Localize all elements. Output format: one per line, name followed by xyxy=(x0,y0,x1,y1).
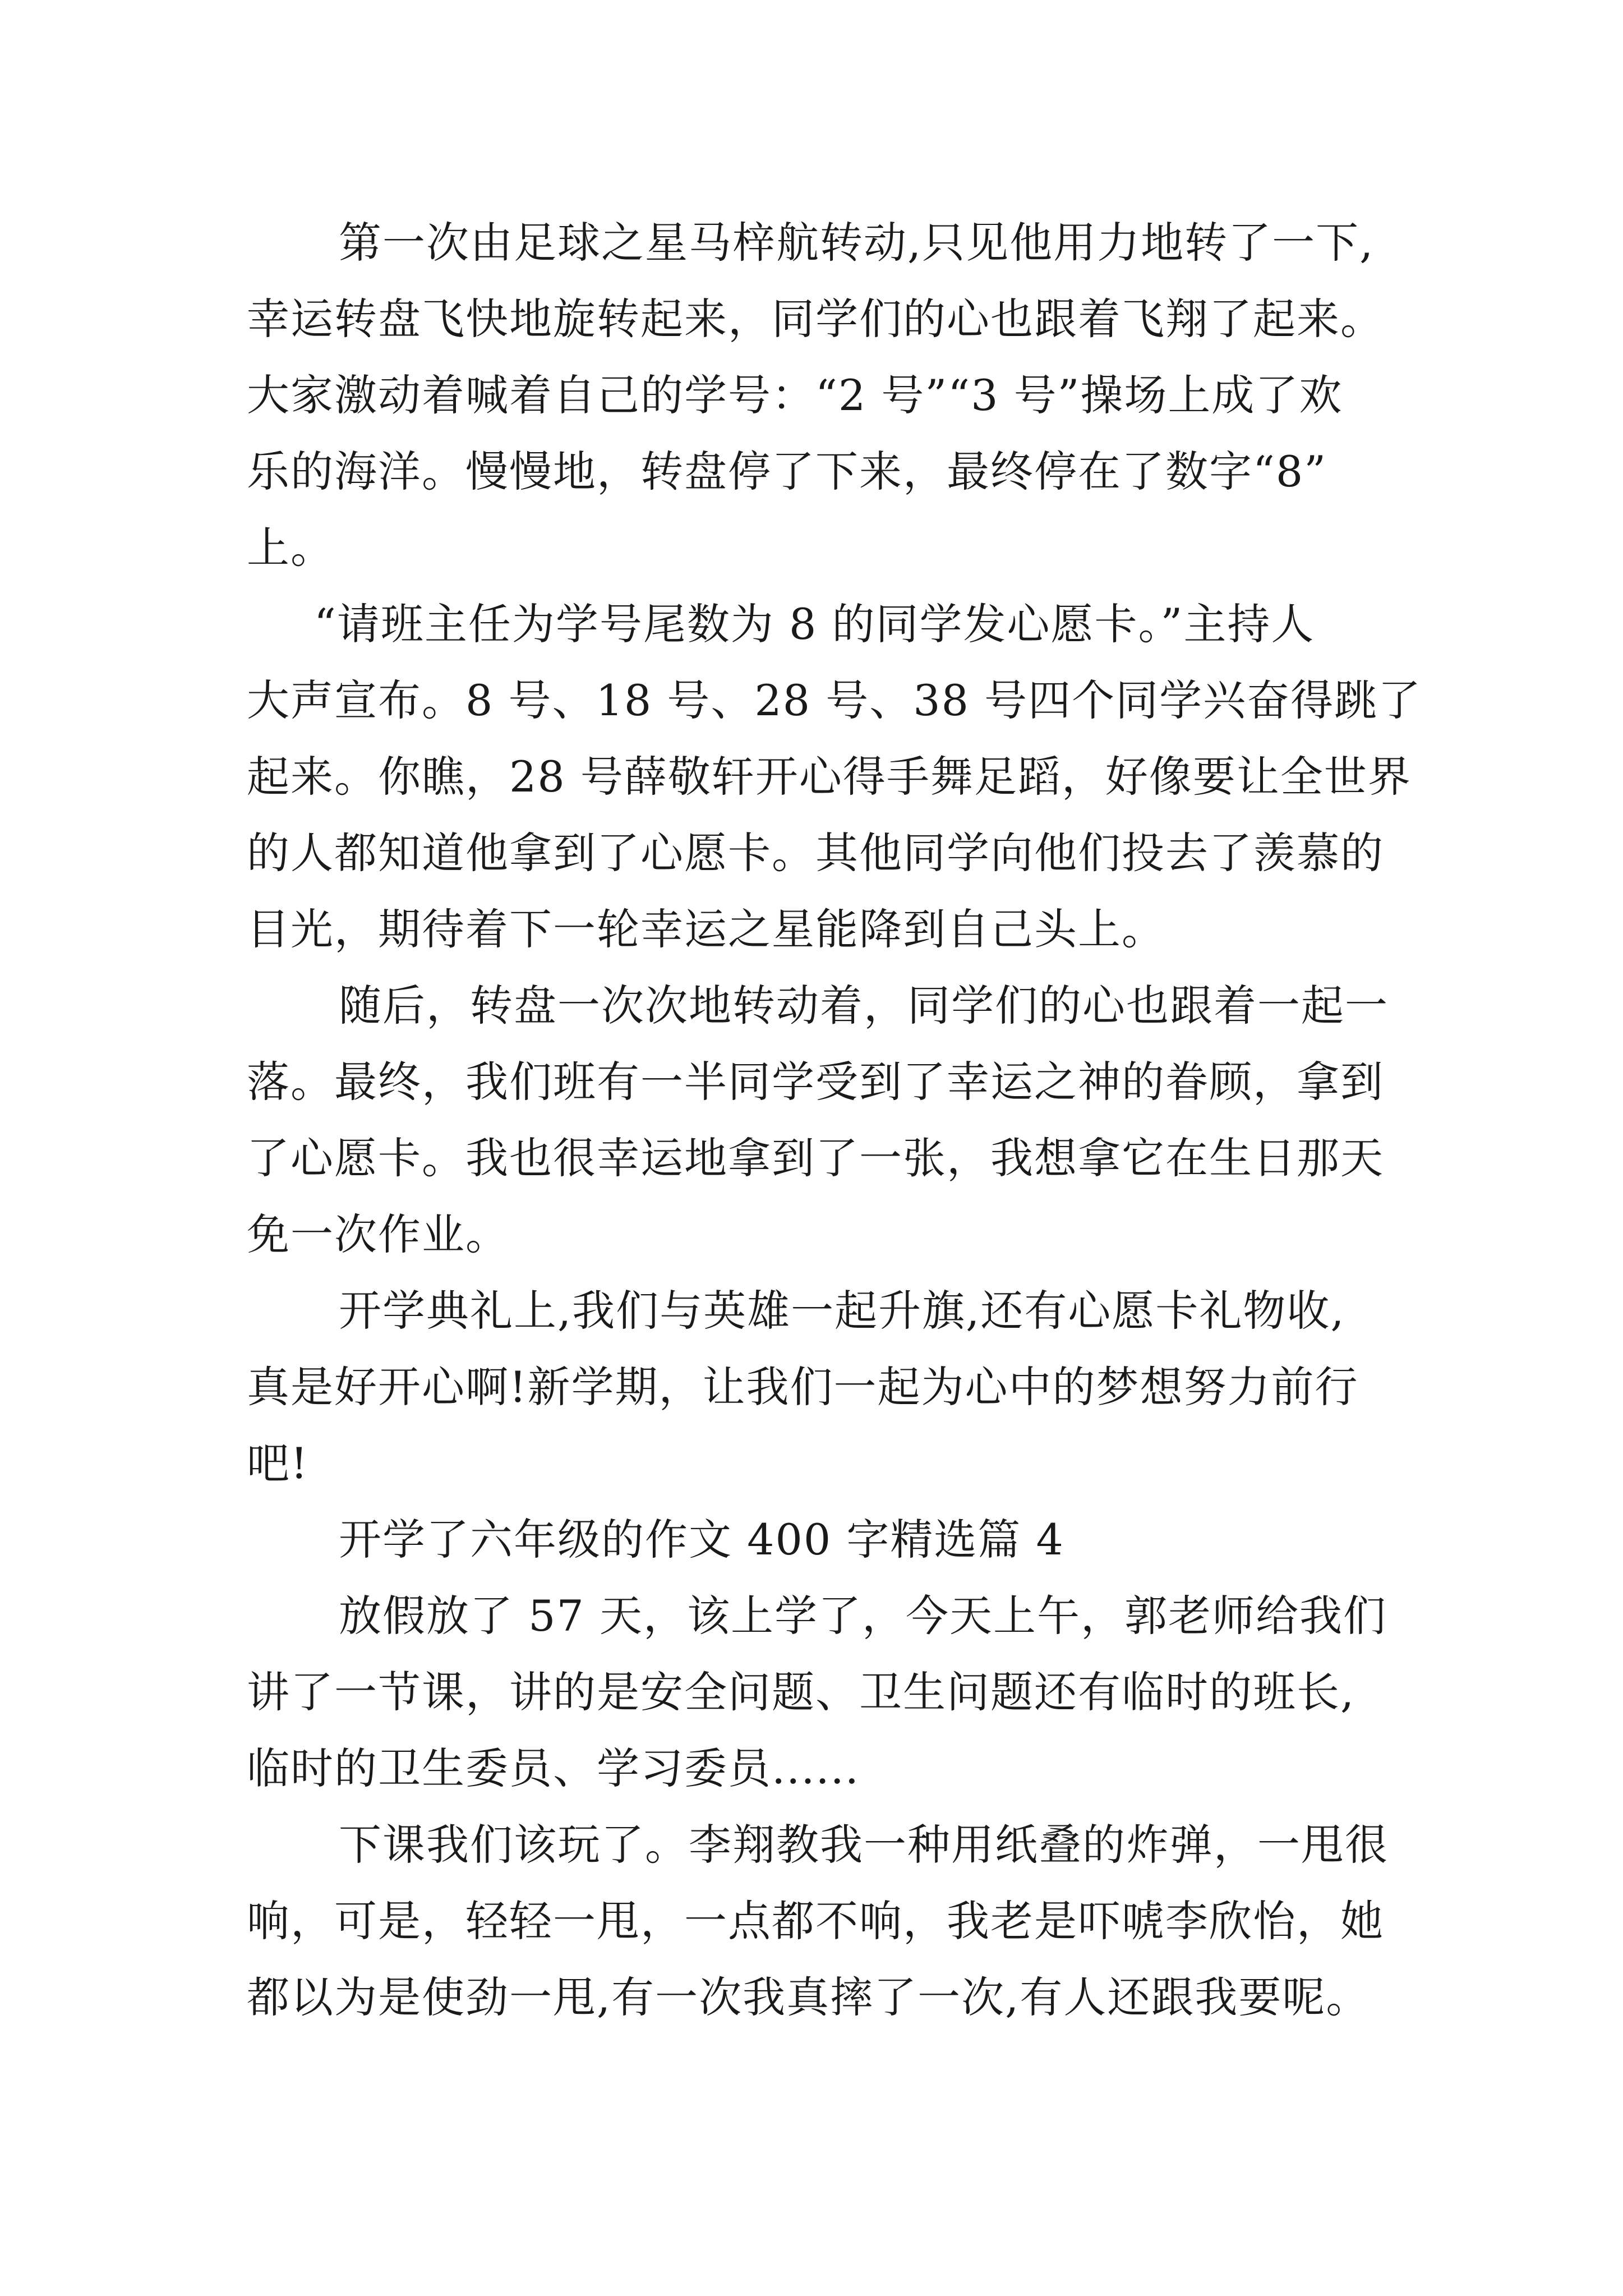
document-body xyxy=(247,205,1422,2036)
text-line: “请班主任为学号尾数为 8 的同学发心愿卡。”主持人 xyxy=(314,599,1315,649)
text-line: 放假放了 57 天，该上学了，今天上午，郭老师给我们 xyxy=(339,1591,1387,1641)
text-line: 响，可是，轻轻一甩，一点都不响，我老是吓唬李欣怡，她 xyxy=(247,1896,1384,1946)
text-line: 起来。你瞧，28 号薛敬轩开心得手舞足蹈，好像要让全世界 xyxy=(247,752,1412,802)
paragraph-3 xyxy=(247,968,1391,1273)
paragraph-5 xyxy=(247,1578,1391,1807)
text-line: 真是好开心啊!新学期，让我们一起为心中的梦想努力前行 xyxy=(247,1362,1359,1412)
text-line: 临时的卫生委员、学习委员...... xyxy=(247,1743,860,1793)
paragraph-4 xyxy=(247,1273,1391,1502)
text-line: 落。最终，我们班有一半同学受到了幸运之神的眷顾，拿到 xyxy=(247,1057,1384,1107)
section-heading xyxy=(247,1502,1391,1578)
text-line: 上。 xyxy=(247,523,334,573)
paragraph-1 xyxy=(247,205,1391,586)
text-line: 下课我们该玩了。李翔教我一种用纸叠的炸弹，一甩很 xyxy=(339,1820,1389,1870)
text-line: 随后，转盘一次次地转动着，同学们的心也跟着一起一 xyxy=(339,981,1389,1030)
text-line: 吧! xyxy=(247,1438,309,1488)
text-line: 目光，期待着下一轮幸运之星能降到自己头上。 xyxy=(247,904,1165,954)
text-line: 了心愿卡。我也很幸运地拿到了一张，我想拿它在生日那天 xyxy=(247,1133,1384,1183)
text-line: 幸运转盘飞快地旋转起来，同学们的心也跟着飞翔了起来。 xyxy=(247,294,1384,344)
text-line: 开学典礼上,我们与英雄一起升旗,还有心愿卡礼物收, xyxy=(339,1286,1345,1336)
text-line: 大声宣布。8 号、18 号、28 号、38 号四个同学兴奋得跳了 xyxy=(247,675,1422,725)
text-line: 开学了六年级的作文 400 字精选篇 4 xyxy=(339,1515,1064,1565)
text-line: 大家激动着喊着自己的学号：“2 号”“3 号”操场上成了欢 xyxy=(247,370,1343,420)
text-line: 免一次作业。 xyxy=(247,1209,509,1259)
paragraph-2 xyxy=(247,586,1422,968)
text-line: 乐的海洋。慢慢地，转盘停了下来，最终停在了数字“8” xyxy=(247,447,1327,496)
text-line: 的人都知道他拿到了心愿卡。其他同学向他们投去了羡慕的 xyxy=(247,828,1384,878)
paragraph-6 xyxy=(247,1807,1391,2036)
text-line: 都以为是使劲一甩,有一次我真摔了一次,有人还跟我要呢。 xyxy=(247,1972,1370,2022)
text-line: 讲了一节课，讲的是安全问题、卫生问题还有临时的班长, xyxy=(247,1667,1355,1717)
text-line: 第一次由足球之星马梓航转动,只见他用力地转了一下, xyxy=(339,218,1375,268)
